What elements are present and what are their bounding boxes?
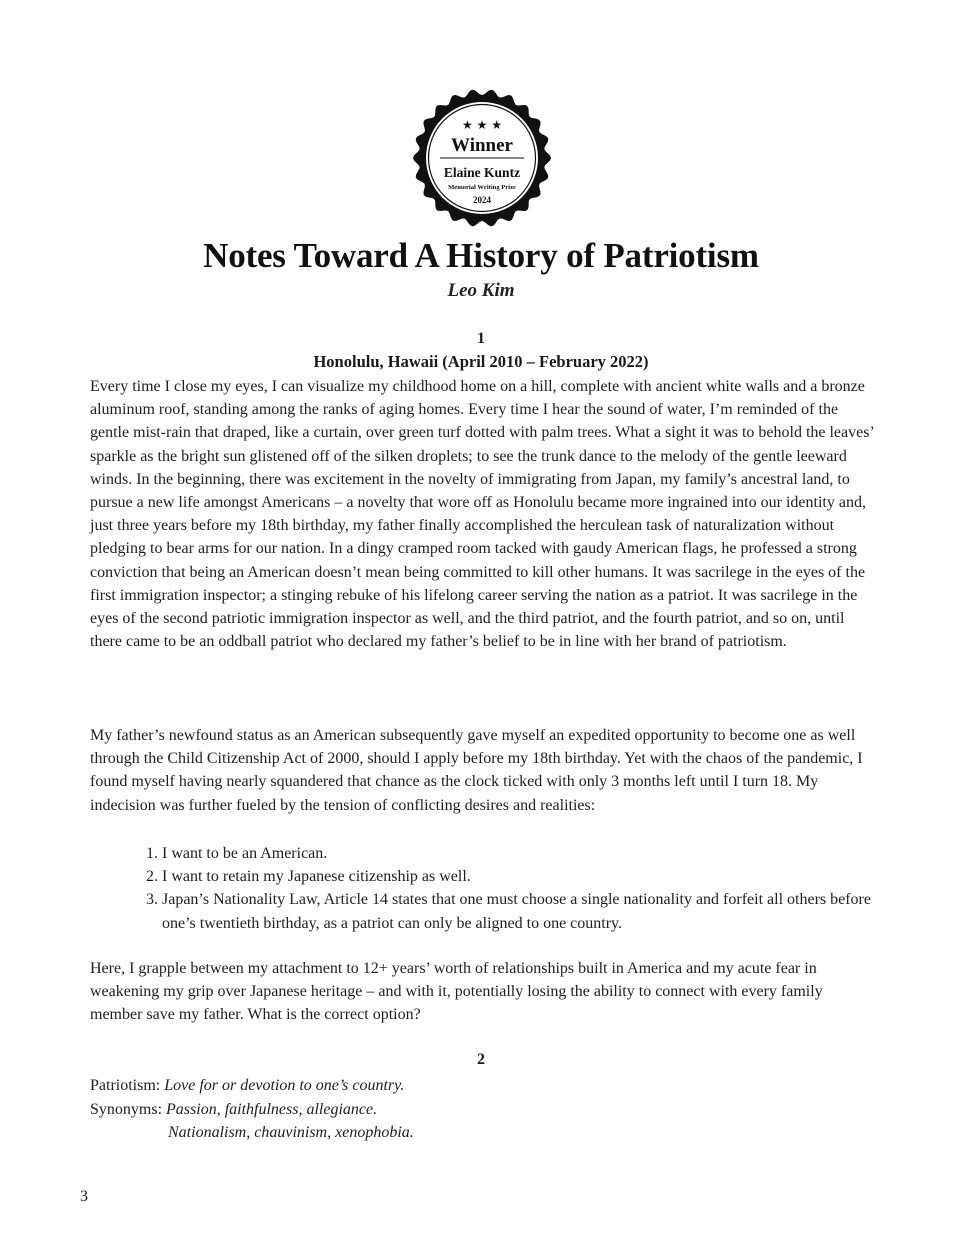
badge-title: Winner <box>451 135 513 156</box>
list-item <box>146 888 886 934</box>
conflict-list <box>146 842 886 935</box>
badge-stars: ★ ★ ★ <box>462 118 502 132</box>
author-name: Leo Kim <box>447 280 515 301</box>
list-item <box>146 865 886 888</box>
section-heading-1: Honolulu, Hawaii (April 2010 – February 2022) <box>313 352 649 371</box>
paragraph-1: Every time I close my eyes, I can visualize my childhood home on a hill, complete with ancient white walls and a bronze aluminum roof, standing among the ranks of aging homes. Every time I hear the sound of water, I’m reminded of the gentle mist-rain that draped, like a curtain, over green turf dotted with palm trees. What a sight it was to behold the leaves’ sparkle as the bright sun glistened off of the silken droplets; to see the trunk dance to the melody of the gentle leeward winds. In the beginning, there was excitement in the novelty of immigrating from Japan, my family’s ancestral land, to pursue a new life amongst Americans – a novelty that wore off as Honolulu became more ingrained into our identity and, just three years before my 18th birthday, my father finally accomplished the herculean task of naturalization without pledging to bear arms for our nation. In a dingy cramped room tacked with gaudy American flags, he professed a strong conviction that being an American doesn’t mean being committed to kill other humans. It was sacrilege in the eyes of the first immigration inspector; a stinging rebuke of his lifelong career serving the nation as a patriot. It was sacrilege in the eyes of the second patriotic immigration inspector as well, and the third patriot, and the fourth patriot, and so on, until there came to be an oddball patriot who declared my father’s belief to be in line with her brand of patriotism. <box>90 378 874 651</box>
badge-prize-name: Elaine Kuntz <box>443 165 521 180</box>
definition-text: Love for or devotion to one’s country. <box>164 1077 405 1094</box>
synonyms-line-1: Passion, faithfulness, allegiance. <box>166 1101 378 1118</box>
list-item-number: 1. <box>146 845 158 862</box>
page-number: 3 <box>80 1188 88 1205</box>
paragraph-3: Here, I grapple between my attachment to 12+ years’ worth of relationships built in America and my acute fear in weakening my grip over Japanese heritage – and with it, potentially losing the ability to connect with every family member save my father. What is the correct option? <box>90 960 823 1024</box>
list-item-text: Japan’s Nationality Law, Article 14 states that one must choose a single nationality and forfeit all others before one’s twentieth birthday, as a patriot can only be aligned to one country. <box>162 891 871 932</box>
winner-badge <box>412 88 552 228</box>
list-item-number: 2. <box>146 868 158 886</box>
badge-prize-sub: Memorial Writing Prize <box>448 184 516 191</box>
badge-seal-icon <box>412 88 552 228</box>
badge-year: 2024 <box>473 195 491 205</box>
section-number-2: 2 <box>477 1051 485 1068</box>
definition-patriotism <box>90 1074 404 1097</box>
list-item-number: 3. <box>146 891 158 909</box>
synonyms-line-2: Nationalism, chauvinism, xenophobia. <box>168 1124 414 1141</box>
essay-title: Notes Toward A History of Patriotism <box>203 236 759 275</box>
list-item-text: I want to be an American. <box>162 845 328 862</box>
definition-label: Patriotism: <box>90 1077 161 1094</box>
definition-synonyms-continued <box>168 1121 414 1144</box>
section-number-1: 1 <box>477 330 485 347</box>
definition-synonyms <box>90 1098 377 1121</box>
synonyms-label: Synonyms: <box>90 1101 163 1118</box>
list-item <box>146 842 886 865</box>
paragraph-2: My father’s newfound status as an American subsequently gave myself an expedited opportunity to become one as well through the Child Citizenship Act of 2000, should I apply before my 18th birthday. Yet with the chaos of the pandemic, I found myself having nearly squandered that chance as the clock ticked with only 3 months left until I turn 18. My indecision was further fueled by the tension of conflicting desires and realities: <box>90 727 863 814</box>
list-item-text: I want to retain my Japanese citizenship as well. <box>162 868 471 886</box>
